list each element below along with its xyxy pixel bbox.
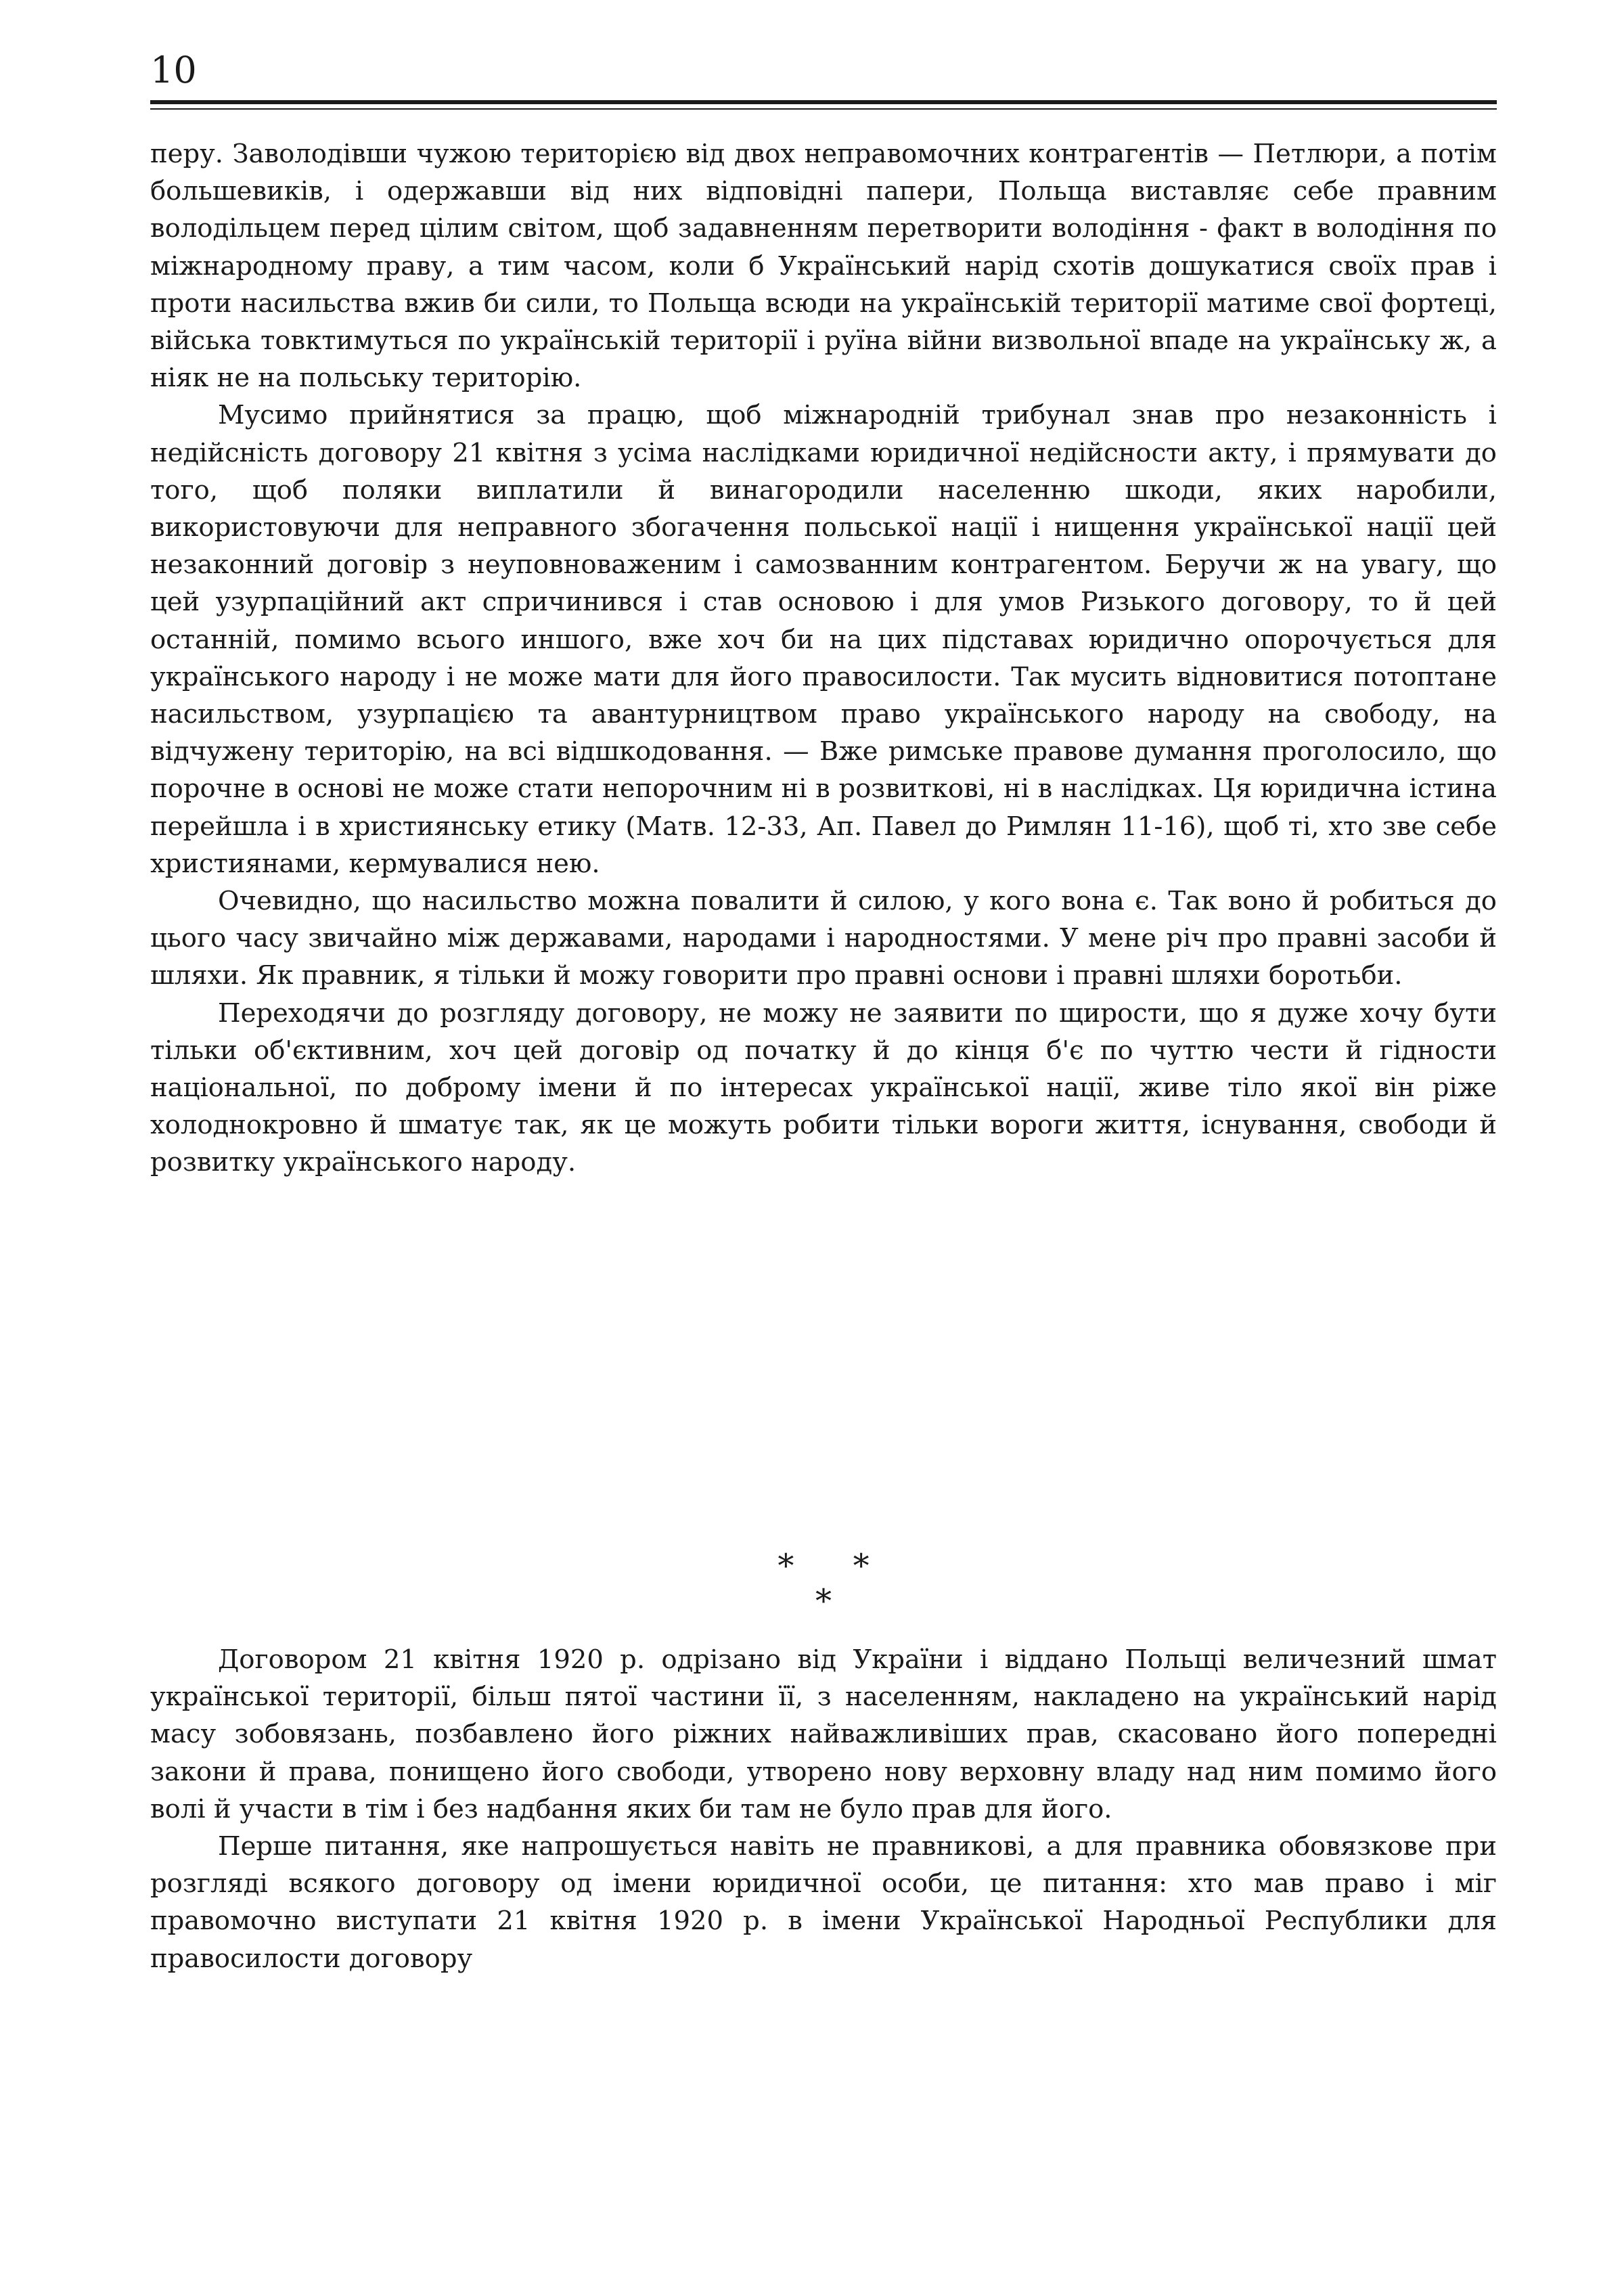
paragraph: Перше питання, яке напрошується навіть не правникові, а для правника обовязкове при розгляді всякого договору од імени юридичної особи, це питання: хто мав право і міг правомочно виступати 21 квітня 1920 р. в імени Української Народньої Республики для правосилости договору (150, 1831, 1497, 1974)
header-rule-thick (150, 100, 1497, 104)
body-text-top (150, 135, 1497, 1182)
paragraph: Договором 21 квітня 1920 р. одрізано від України і віддано Польщі величезний шмат української території, більш пятої частини її, з населенням, накладено на український нарід масу зобовязань, позбавлено його ріжних найважливіших прав, скасовано його попередні закони й права, понищено його свободи, утворено нову верховну владу над ним помимо його волі й участи в тім і без надбання яких би там не було прав для його. (150, 1644, 1497, 1824)
asterisk-row-1: * * (777, 1547, 894, 1585)
header-rule-thin (150, 108, 1497, 110)
page-number: 10 (150, 49, 197, 91)
asterisk-row-2: * (815, 1582, 856, 1620)
body-text-bottom (150, 1641, 1497, 1977)
paragraph-continuation: перу. Заволодівши чужою територією від двох неправомочних контрагентів — Петлюри, а потім большевиків, і одержавши від них відповідні папери, Польща виставляє себе правним володільцем перед цілим світом, щоб задавненням перетворити володіння - факт в володіння по міжнародному праву, а тим часом, коли б Український нарід схотів дошукатися своїх прав і проти насильства вжив би сили, то Польща всюди на українській території матиме свої фортеці, війська товктимуться по українській території і руїна війни визвольної впаде на українську ж, а ніяк не на польську територію. (150, 139, 1497, 394)
paragraph: Мусимо прийнятися за працю, щоб міжнародній трибунал знав про незаконність і недійсність договору 21 квітня з усіма наслідками юридичної недійсности акту, і прямувати до того, щоб поляки виплатили й винагородили населенню шкоди, яких наробили, використовуючи для неправного збогачення польської нації і нищення української нації цей незаконний договір з неуповноваженим і самозванним контрагентом. Беручи ж на увагу, що цей узурпаційний акт спричинився і став основою і для умов Ризького договору, то й цей останній, помимо всього иншого, вже хоч би на цих підставах юридично опорочується для українського народу і не може мати для його правосилости. Так мусить відновитися потоптане насильством, узурпацією та авантурництвом право українського народу на свободу, на відчужену територію, на всі відшкодовання. — Вже римське правове думання проголосило, що порочне в основі не може стати непорочним ні в розвиткові, ні в наслідках. Ця юридична істина перейшла і в християнську етику (Матв. 12-33, Ап. Павел до Римлян 11-16), щоб ті, хто зве себе християнами, кермувалися нею. (150, 400, 1497, 879)
paragraph: Очевидно, що насильство можна повалити й силою, у кого вона є. Так воно й робиться до цього часу звичайно між державами, народами і народностями. У мене річ про правні засоби й шляхи. Як правник, я тільки й можу говорити про правні основи і правні шляхи боротьби. (150, 886, 1497, 991)
section-separator (150, 1548, 1497, 1623)
page-header (150, 47, 1497, 108)
paragraph: Переходячи до розгляду договору, не можу не заявити по щирости, що я дуже хочу бути тільки об'єктивним, хоч цей договір од початку й до кінця б'є по чуттю чести й гідности національної, по доброму імени й по інтересах української нації, живе тіло якої він ріже холоднокровно й шматує так, як це можуть робити тільки вороги життя, існування, свободи й розвитку українського народу. (150, 997, 1497, 1178)
